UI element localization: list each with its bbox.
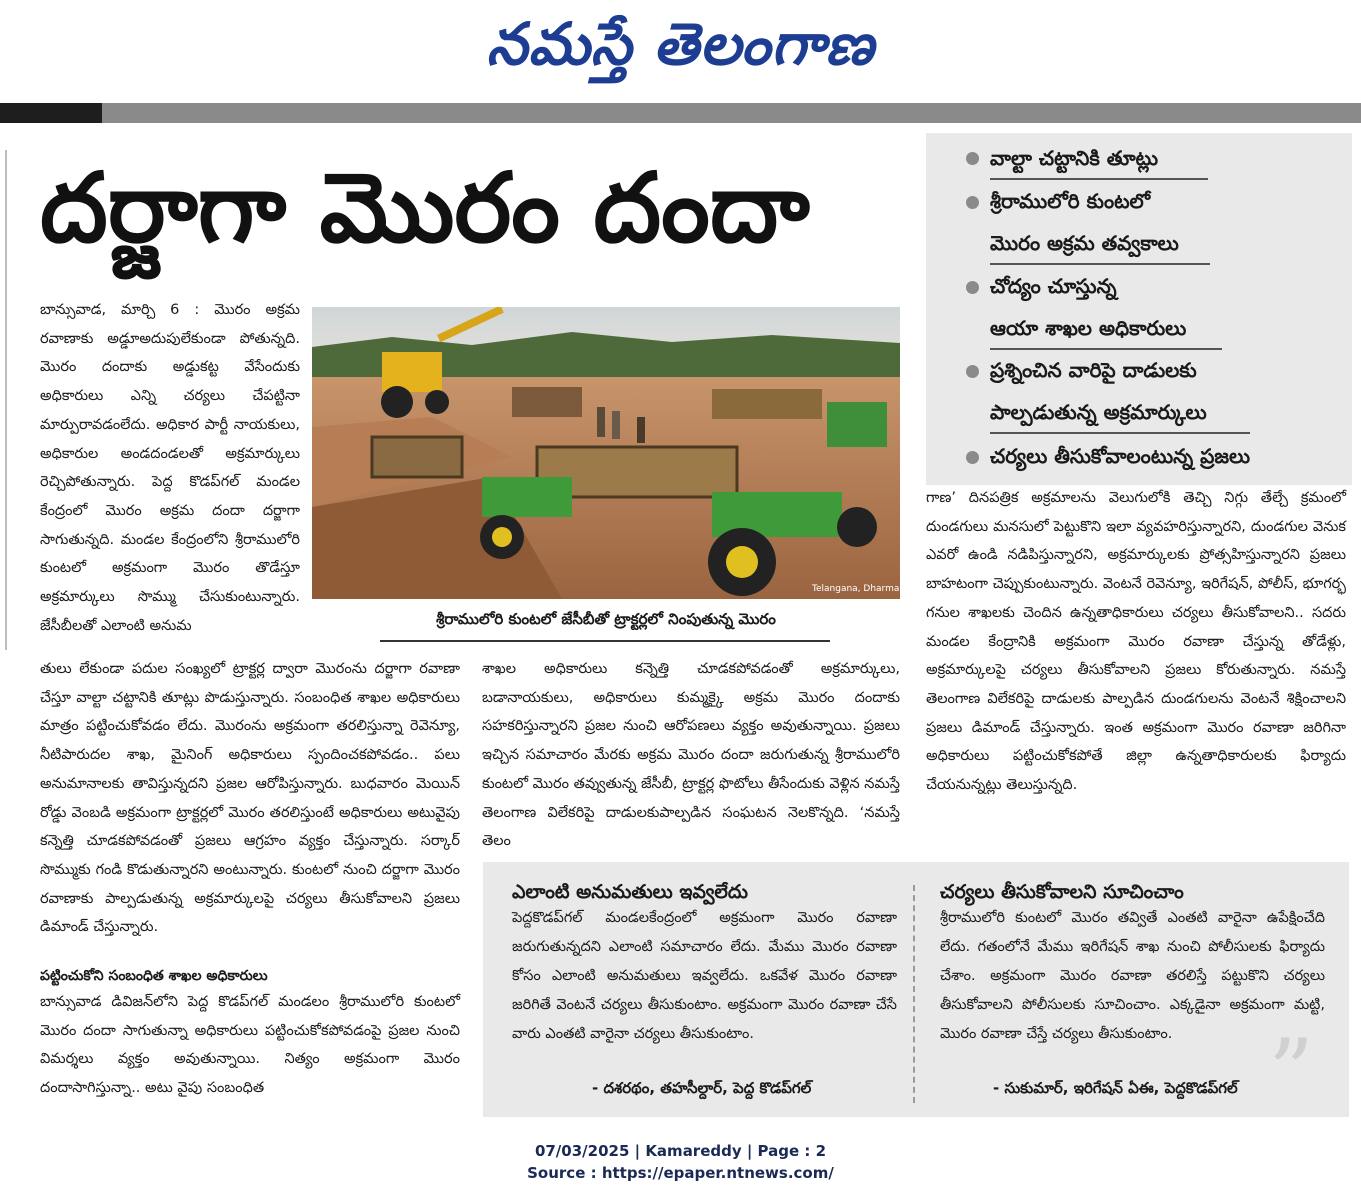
news-photo: [312, 307, 900, 599]
quote-2-attribution: - సుకుమార్, ఇరిగేషన్ ఏఈ, పెద్దకొడప్‌గల్: [993, 1079, 1238, 1097]
highlight-4: ప్రశ్నించిన వారిపై దాడులకు: [990, 358, 1197, 382]
header-rule-accent: [0, 103, 102, 123]
caption-rule: [380, 640, 830, 642]
article-text-col1-bottom: బాన్సువాడ డివిజన్‌లోని పెద్ద కొడప్‌గల్ మండలం శ్రీరాములోరి కుంటలో మొరం దందా సాగుతున్నా అధికారులు పట్టించుకోకపోవడంపై ప్రజల నుంచి విమర్శలు వ్యక్తం అవుతున్నాయి. నిత్యం అక్రమంగా మొరం దందాసాగిస్తున్నా.. అటు వైపు సంబంధిత: [40, 994, 460, 1097]
bullet-icon: [966, 152, 979, 165]
highlight-4-cont: పాల్పడుతున్న అక్రమార్కులు: [990, 400, 1207, 424]
photo-credit: Telangana, Dharma: [812, 584, 900, 594]
highlight-rule: [990, 263, 1210, 265]
photo-caption: శ్రీరాములోరి కుంటలో జేసీబీతో ట్రాక్టర్లలో నింపుతున్న మొరం: [436, 610, 776, 628]
bullet-icon: [966, 281, 979, 294]
masthead: [0, 0, 1361, 100]
article-text-col1: తులు లేకుండా పదుల సంఖ్యలో ట్రాక్టర్ల ద్వారా మొరంను దర్జాగా రవాణా చేస్తూ వాల్టా చట్టానికి తూట్లు పొడుస్తున్నారు. సంబంధిత శాఖల అధికారులు మాత్రం పట్టించుకోవడం లేదు. మొరంను అక్రమంగా తరలిస్తున్నా రెవెన్యూ, నీటిపారుదల శాఖ, మైనింగ్ అధికారులు స్పందించకపోవడం.. పలు అనుమానాలకు తావిస్తున్నదని ప్రజల ఆరోపిస్తున్నారు. బుధవారం మెయిన్ రోడ్డు వెంబడి అక్రమంగా ట్రాక్టర్లలో మొరం తరలిస్తుంటే అధికారులు అటువైపు కన్నెత్తి చూడకపోవడంతో ప్రజలు ఆగ్రహం వ్యక్తం చేస్తున్నారు. సర్కార్ సొమ్ముకు గండి కొడుతున్నారని అంటున్నారు. కుంటలో నుంచి దర్జాగా మొరం రవాణాకు పాల్పడుతున్న అక్రమార్కులపై చర్యలు తీసుకోవాలని ప్రజలు డిమాండ్ చేస్తున్నారు.: [40, 661, 460, 936]
bullet-icon: [966, 365, 979, 378]
newspaper-logo: నమస్తే తెలంగాణ: [486, 10, 875, 78]
column-divider: [5, 150, 7, 650]
footer-source[interactable]: Source : https://epaper.ntnews.com/: [527, 1164, 834, 1182]
highlight-1: వాల్టా చట్టానికి తూట్లు: [990, 146, 1159, 170]
quote-1-attribution: - దశరథం, తహసీల్దార్, పెద్ద కొడప్‌గల్: [592, 1079, 812, 1097]
bullet-icon: [966, 196, 979, 209]
article-text-col3: గాణ’ దినపత్రిక అక్రమాలను వెలుగులోకి తెచ్చి నిగ్గు తేల్చే క్రమంలో దుండగులు మనసులో పెట్టుకొని ఇలా వ్యవహరిస్తున్నారని, దుండగుల వెనుక ఎవరో ఉండి నడిపిస్తున్నారని, అక్రమార్కులకు ప్రోత్సహిస్తున్నారని ప్రజలు బాహటంగా చెప్పుకుంటున్నారు. వెంటనే రెవెన్యూ, ఇరిగేషన్, పోలీస్, భూగర్భ గనుల శాఖలకు చెందిన ఉన్నతాధికారులు చర్యలు తీసుకోవాలని.. సదరు మండల కేంద్రానికి అక్రమంగా మొరం రవాణా చేస్తున్న తోడేళ్లు, అక్రమార్కులపై చర్యలు తీసుకోవాలని ప్రజలు కోరుతున్నారు. నమస్తే తెలంగాణ విలేకరిపై దాడులకు పాల్పడిన దుండగులను వెంటనే శిక్షించాలని ప్రజలు డిమాండ్ చేస్తున్నారు. ఇంత అక్రమంగా మొరం రవాణా జరిగినా అధికారులు పట్టించుకోకపోతే జిల్లా ఉన్నతాధికారులకు ఫిర్యాదు చేయనున్నట్లు తెలుస్తున్నది.: [926, 490, 1347, 794]
footer-date-edition: 07/03/2025 | Kamareddy | Page : 2: [534, 1142, 827, 1160]
header-rule: [0, 103, 1361, 123]
quote-1-body: పెద్దకొడప్‌గల్ మండలకేంద్రంలో అక్రమంగా మొరం రవాణా జరుగుతున్నదని ఎలాంటి సమాచారం లేదు. మేము మొరం రవాణా కోసం ఎలాంటి అనుమతులు ఇవ్వలేదు. ఒకవేళ మొరం రవాణా జరిగితే వెంటనే చర్యలు తీసుకుంటాం. అక్రమంగా మొరం రవాణా చేసే వారు ఎంతటి వారైనా చర్యలు తీసుకుంటాం.: [512, 910, 897, 1042]
article-text-col1-top: బాన్సువాడ, మార్చి 6 : మొరం అక్రమ రవాణాకు అడ్డూఅదుపులేకుండా పోతున్నది. మొరం దందాకు అడ్డుకట్ట వేసేందుకు అధికారులు ఎన్ని చర్యలు చేపట్టినా మార్పురావడంలేదు. అధికార పార్టీ నాయకులు, అధికారుల అండదండలతో అక్రమార్కులు రెచ్చిపోతున్నారు. పెద్ద కొడప్‌గల్ మండల కేంద్రంలో మొరం అక్రమ దందా దర్జాగా సాగుతున్నది. మండల కేంద్రంలోని శ్రీరాములోరి కుంటలో అక్రమంగా మొరం తొడేస్తూ అక్రమార్కులు సొమ్ము చేసుకుంటున్నారు. జేసీబీలతో ఎలాంటి అనుమ: [40, 302, 300, 634]
quote-1-title: ఎలాంటి అనుమతులు ఇవ్వలేదు: [512, 881, 748, 903]
quote-2-body: శ్రీరాములోరి కుంటలో మొరం తవ్వితే ఎంతటి వారైనా ఉపేక్షించేది లేదు. గతంలోనే మేము ఇరిగేషన్ శాఖ నుంచి పోలీసులకు ఫిర్యాదు చేశాం. అక్రమంగా మొరం రవాణా తరలిస్తే పట్టుకొని చర్యలు తీసుకోవాలని పోలీసులకు సూచించాం. ఎక్కడైనా అక్రమంగా మట్టి, మొరం రవాణా చేస్తే చర్యలు తీసుకుంటాం.: [940, 910, 1325, 1042]
quote-2-title: చర్యలు తీసుకోవాలని సూచించాం: [940, 881, 1184, 903]
quote-mark-icon: ”: [1268, 1020, 1315, 1125]
highlight-2: శ్రీరాములోరి కుంటలో: [990, 189, 1151, 213]
highlight-2-cont: మొరం అక్రమ తవ్వకాలు: [990, 231, 1179, 255]
highlights-box: [926, 133, 1352, 485]
bullet-icon: [966, 451, 979, 464]
highlight-rule: [990, 432, 1250, 434]
article-subheading: పట్టించుకోని సంబంధిత శాఖల అధికారులు: [40, 968, 268, 984]
highlight-rule: [990, 178, 1208, 180]
article-headline: దర్జాగా మొరం దందా: [40, 152, 810, 264]
tractors-photo-illustration: [312, 307, 900, 599]
article-text-col2: శాఖల అధికారులు కన్నెత్తి చూడకపోవడంతో అక్రమార్కులు, బడానాయకులు, అధికారులు కుమ్మక్కై అక్రమ మొరం దందాకు సహకరిస్తున్నారని ప్రజల నుంచి ఆరోపణలు వ్యక్తం అవుతున్నాయి. ప్రజలు ఇచ్చిన సమాచారం మేరకు అక్రమ మొరం దందా జరుగుతున్న శ్రీరాములోరి కుంటలో మొరం తవ్వుతున్న జేసీబీ, ట్రాక్టర్ల ఫొటోలు తీసేందుకు వెళ్లిన నమస్తే తెలంగాణ విలేకరిపై దాడులకుపాల్పడిన సంఘటన నెలకొన్నది. ‘నమస్తే తెలం: [482, 661, 900, 850]
quotes-divider: [913, 885, 915, 1103]
highlight-5: చర్యలు తీసుకోవాలంటున్న ప్రజలు: [990, 444, 1251, 468]
highlight-3: చోద్యం చూస్తున్న: [990, 274, 1117, 298]
highlight-rule: [990, 348, 1222, 350]
highlight-3-cont: ఆయా శాఖల అధికారులు: [990, 316, 1187, 340]
